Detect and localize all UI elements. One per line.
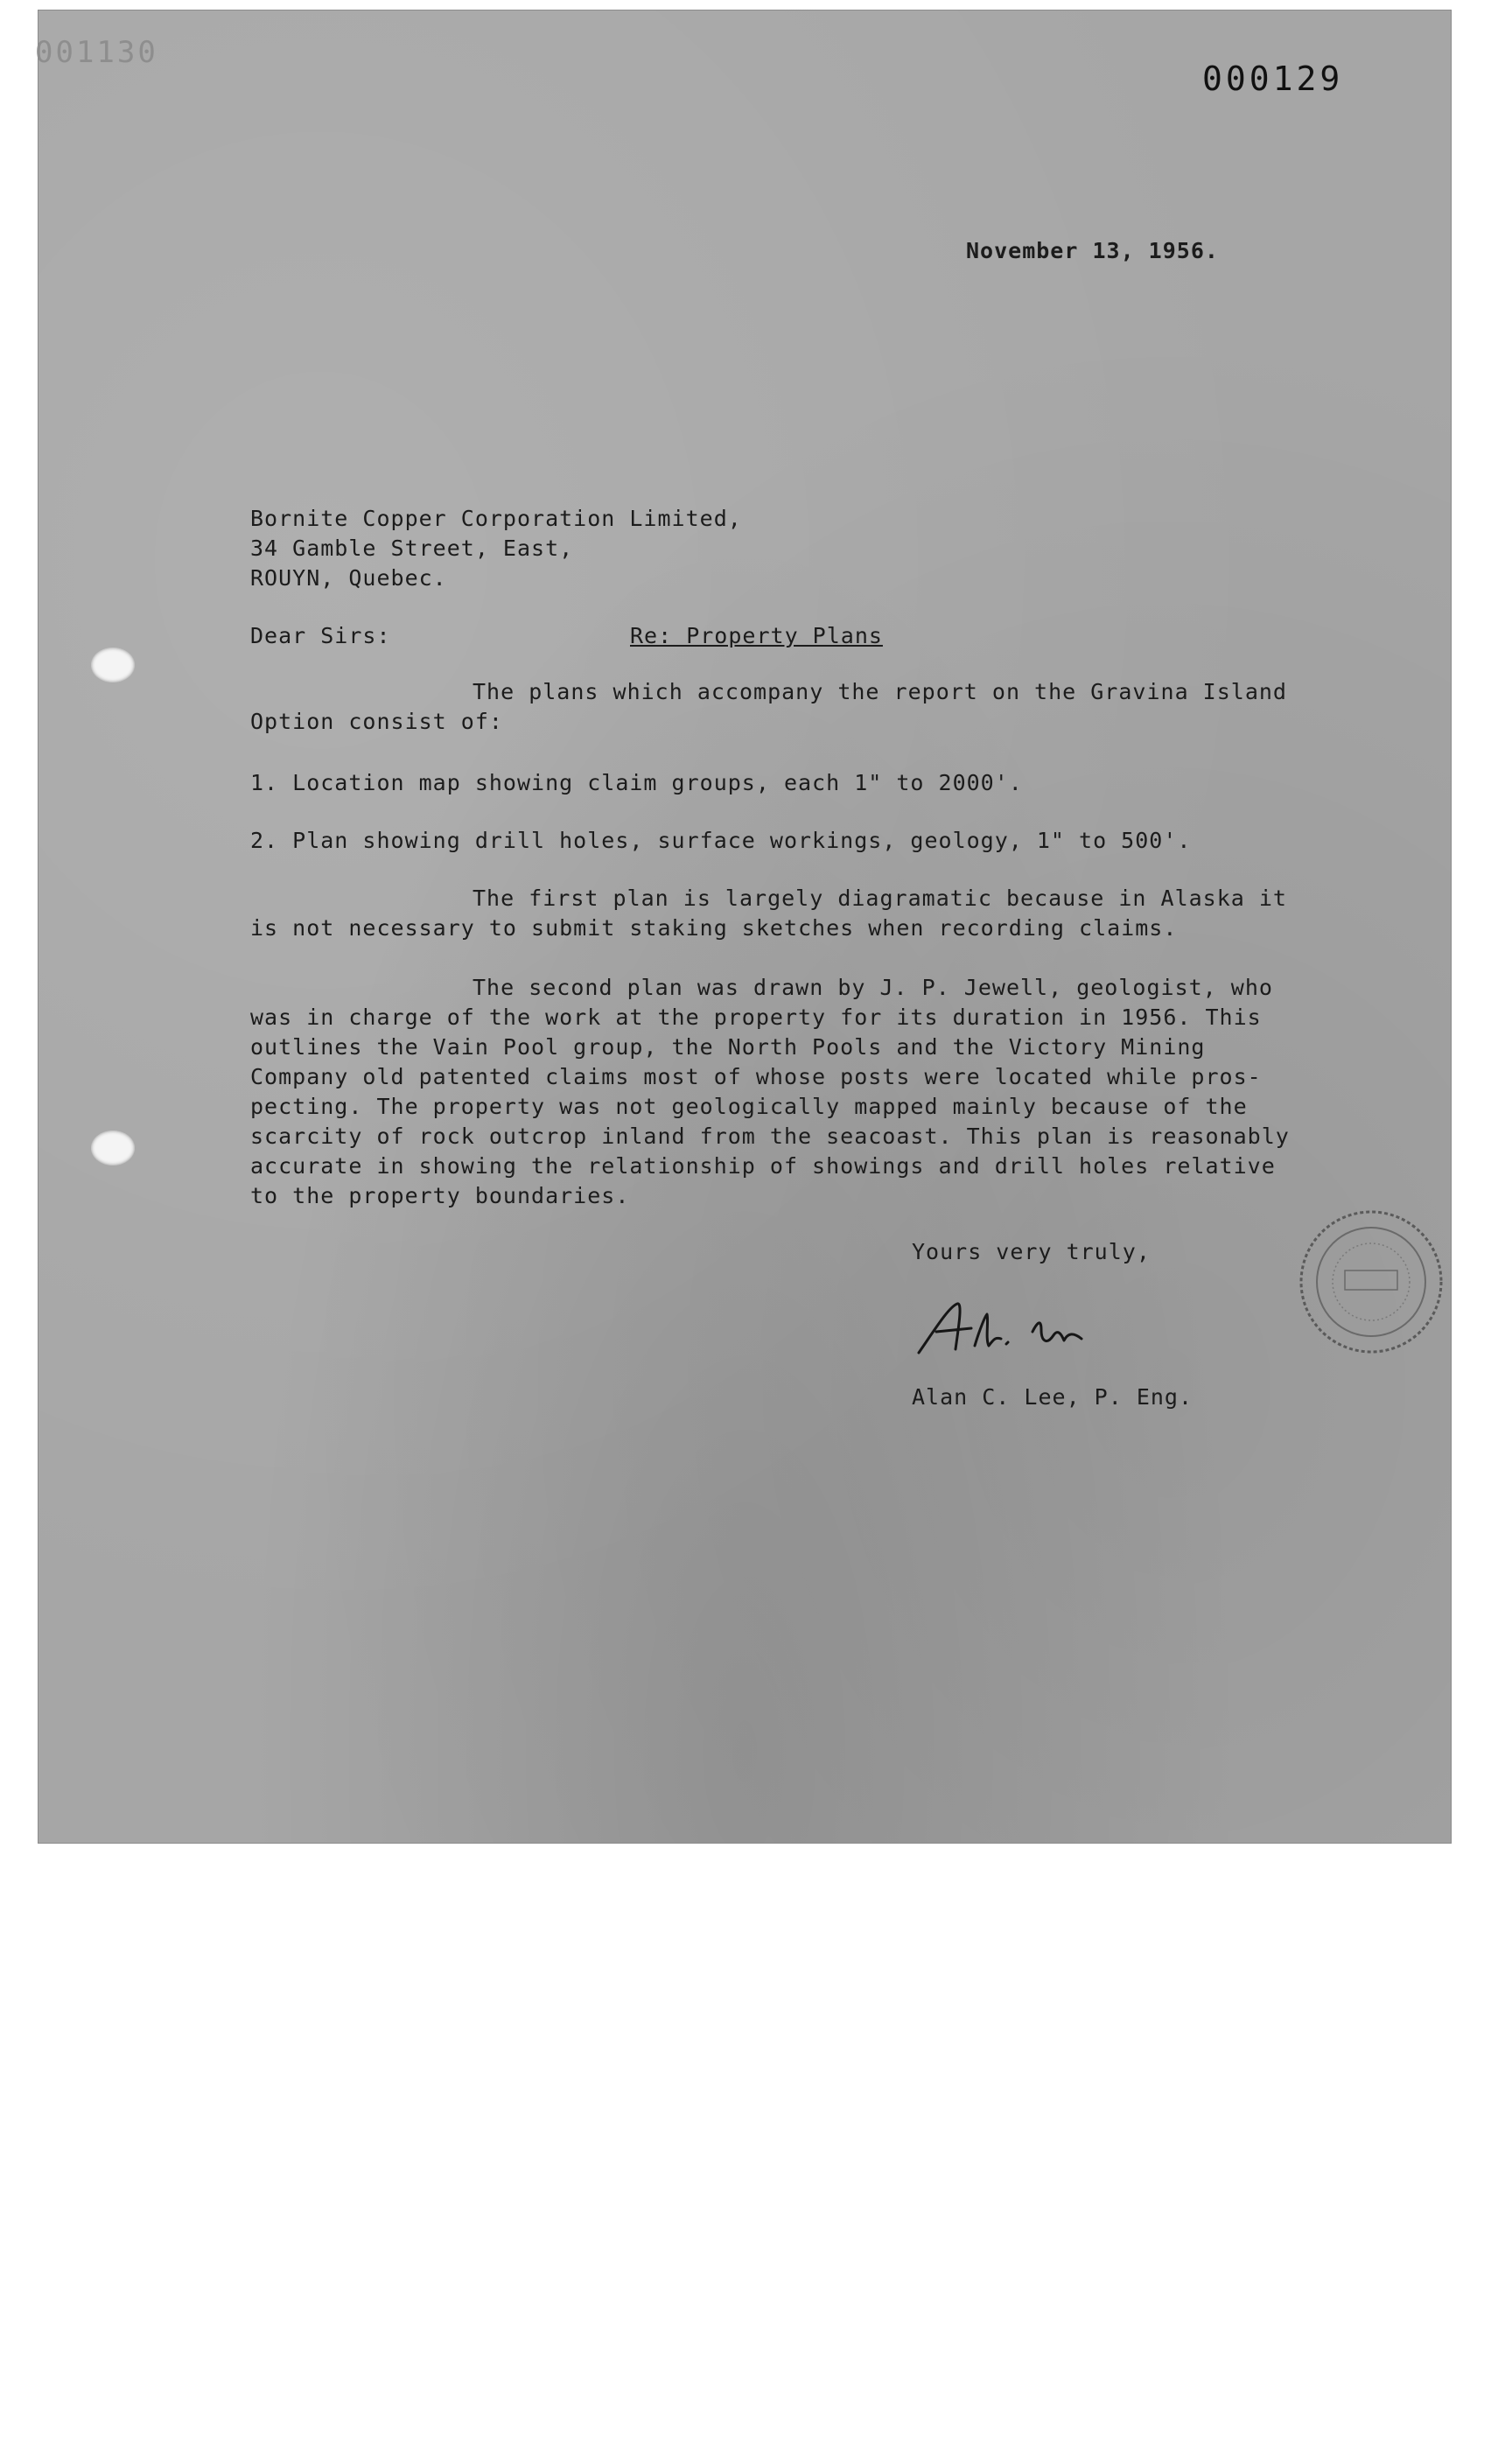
para3-line-5: pecting. The property was not geologically mapped mainly because of the — [250, 1094, 1248, 1119]
list-item-2: 2. Plan showing drill holes, surface workings, geology, 1" to 500'. — [250, 828, 1192, 853]
para3-line-2: was in charge of the work at the property for its duration in 1956. This — [250, 1004, 1262, 1030]
addressee-line-1: Bornite Copper Corporation Limited, — [250, 506, 742, 531]
registration-seal-stamp — [1297, 1208, 1446, 1356]
letter-date: November 13, 1956. — [966, 238, 1219, 263]
para3-line-8: to the property boundaries. — [250, 1183, 630, 1208]
handwritten-signature — [910, 1295, 1120, 1365]
subject-line: Re: Property Plans — [630, 623, 883, 648]
punch-hole-top — [91, 648, 135, 682]
para3-line-3: outlines the Vain Pool group, the North Pools and the Victory Mining — [250, 1034, 1206, 1060]
para1-line-2: Option consist of: — [250, 709, 503, 734]
signature-name: Alan C. Lee, P. Eng. — [912, 1384, 1194, 1410]
para3-line-7: accurate in showing the relationship of showings and drill holes relative — [250, 1153, 1276, 1179]
para3-line-6: scarcity of rock outcrop inland from the seacoast. This plan is reasonably — [250, 1124, 1290, 1149]
para3-line-4: Company old patented claims most of whose posts were located while pros- — [250, 1064, 1262, 1089]
list-item-1: 1. Location map showing claim groups, each 1" to 2000'. — [250, 770, 1023, 795]
addressee-line-3: ROUYN, Quebec. — [250, 565, 447, 591]
punch-hole-bottom — [91, 1130, 135, 1166]
corner-mark: 001130 — [35, 35, 158, 70]
para3-line-1: The second plan was drawn by J. P. Jewell, geologist, who — [472, 975, 1273, 1000]
salutation: Dear Sirs: — [250, 623, 391, 648]
para1-line-1: The plans which accompany the report on the Gravina Island — [472, 679, 1287, 704]
para2-line-1: The first plan is largely diagramatic because in Alaska it — [472, 886, 1287, 911]
addressee-line-2: 34 Gamble Street, East, — [250, 536, 574, 561]
para2-line-2: is not necessary to submit staking sketches when recording claims. — [250, 915, 1178, 941]
page-number-stamp: 000129 — [1202, 60, 1344, 98]
closing: Yours very truly, — [912, 1239, 1151, 1264]
